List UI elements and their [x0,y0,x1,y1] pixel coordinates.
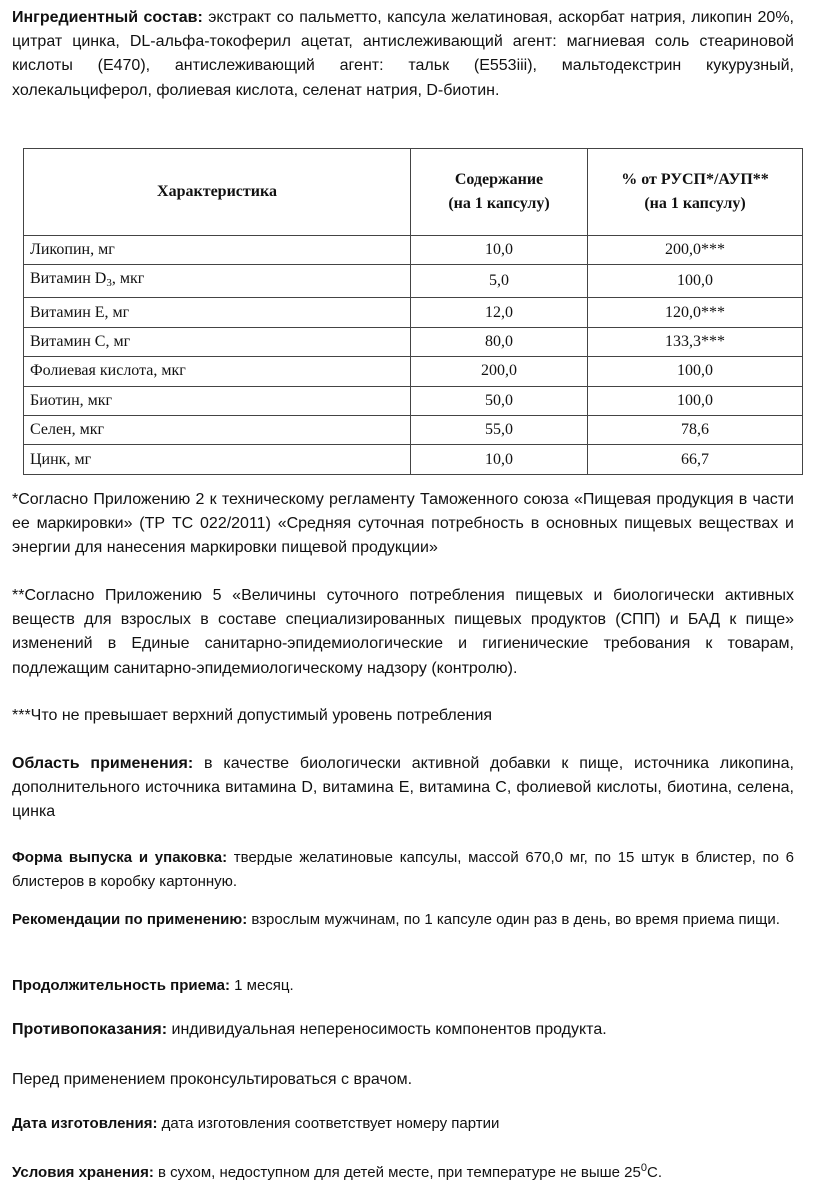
contraindications-paragraph [12,1018,794,1042]
row-percent: 100,0 [588,357,803,386]
form-text: твердые желатиновые капсулы, массой 670,0 мг, по 15 штук в блистер, по 6 блистеров в коробку картонную. [12,849,794,891]
duration-label: Продолжительность приема: [12,977,230,994]
table-row [24,265,803,298]
row-percent: 100,0 [588,386,803,415]
row-content: 80,0 [411,327,588,356]
manufacture-paragraph [12,1112,794,1136]
recommendations-label: Рекомендации по применению: [12,911,248,928]
contraindications-text: индивидуальная непереносимость компонентов продукта. [167,1021,607,1038]
footnote-three-star: ***Что не превышает верхний допустимый уровень потребления [12,707,493,724]
row-name: Биотин, мкг [24,386,411,415]
contraindications-label: Противопоказания: [12,1021,168,1038]
header-characteristic: Характеристика [24,149,411,236]
table-row [24,298,803,327]
row-content: 55,0 [411,415,588,444]
recommendations-text: взрослым мужчинам, по 1 капсуле один раз в день, во время приема пищи. [247,911,780,928]
footnote-one-star: *Согласно Приложению 2 к техническому регламенту Таможенного союза «Пищевая продукция в части ее маркировки» (ТР ТС 022/2011) «Средняя суточная потребность в основных пищевых веществах и энергии для нанесения маркировки пищевой продукции» [12,491,794,557]
consult-paragraph: Перед применением проконсультироваться с врачом. [12,1071,413,1088]
storage-unit: С. [646,1164,662,1181]
duration-paragraph [12,974,794,998]
application-label: Область применения: [12,755,194,772]
row-percent: 120,0*** [588,298,803,327]
row-name: Фолиевая кислота, мкг [24,357,411,386]
table-row [24,236,803,265]
ingredients-text: экстракт со пальметто, капсула желатиновая, аскорбат натрия, ликопин 20%, цитрат цинка, DL-альфа-токоферил ацетат, антислеживающий агент: магниевая соль стеариновой кислоты (Е470), антислеживающий агент: тальк (Е553iii), мальтодекстрин кукурузный, холекальциферол, фолиевая кислота, селенат натрия, D-биотин. [12,9,794,99]
application-text: в качестве биологически активной добавки к пище, источника ликопина, дополнительного источника витамина D, витамина Е, витамина С, фолиевой кислоты, биотина, селена, цинка [12,755,794,821]
table-header-row [24,149,803,236]
row-percent: 200,0*** [588,236,803,265]
table-row [24,415,803,444]
row-percent: 66,7 [588,445,803,474]
table-row [24,445,803,474]
header-content: Содержание (на 1 капсулу) [411,149,588,236]
row-percent: 78,6 [588,415,803,444]
storage-label: Условия хранения: [12,1164,154,1181]
row-content: 50,0 [411,386,588,415]
row-percent: 100,0 [588,265,803,298]
header-percent: % от РУСП*/АУП** (на 1 капсулу) [588,149,803,236]
footnote-two-star: **Согласно Приложению 5 «Величины суточного потребления пищевых и биологически активных веществ для взрослых в составе специализированных пищевых продуктов (СПП) и БАД к пище» изменений в Единые санитарно-эпидемиологические и гигиенические требования к товарам, подлежащим санитарно-эпидемиологическому надзору (контролю). [12,587,794,677]
row-name: Селен, мкг [24,415,411,444]
row-content: 10,0 [411,236,588,265]
application-paragraph [12,752,794,825]
storage-paragraph [12,1156,794,1185]
row-name: Витамин Е, мг [24,298,411,327]
row-content: 5,0 [411,265,588,298]
ingredients-label: Ингредиентный состав: [12,9,203,26]
ingredients-paragraph [12,6,794,103]
row-name: Ликопин, мг [24,236,411,265]
recommendations-paragraph [12,908,794,932]
form-label: Форма выпуска и упаковка: [12,849,228,866]
manufacture-label: Дата изготовления: [12,1115,158,1132]
row-percent: 133,3*** [588,327,803,356]
manufacture-text: дата изготовления соответствует номеру партии [157,1115,500,1132]
row-name: Витамин С, мг [24,327,411,356]
nutrition-table [23,148,803,475]
storage-degree: 0 [640,1162,647,1174]
storage-text: в сухом, недоступном для детей месте, при температуре не выше 25 [153,1164,641,1181]
row-name: Витамин $D_3$, мкг [24,265,411,298]
table-row [24,357,803,386]
form-paragraph [12,846,794,894]
duration-text: 1 месяц. [229,977,294,994]
table-row [24,327,803,356]
row-content: 10,0 [411,445,588,474]
row-content: 12,0 [411,298,588,327]
table-row [24,386,803,415]
row-name: Цинк, мг [24,445,411,474]
row-content: 200,0 [411,357,588,386]
